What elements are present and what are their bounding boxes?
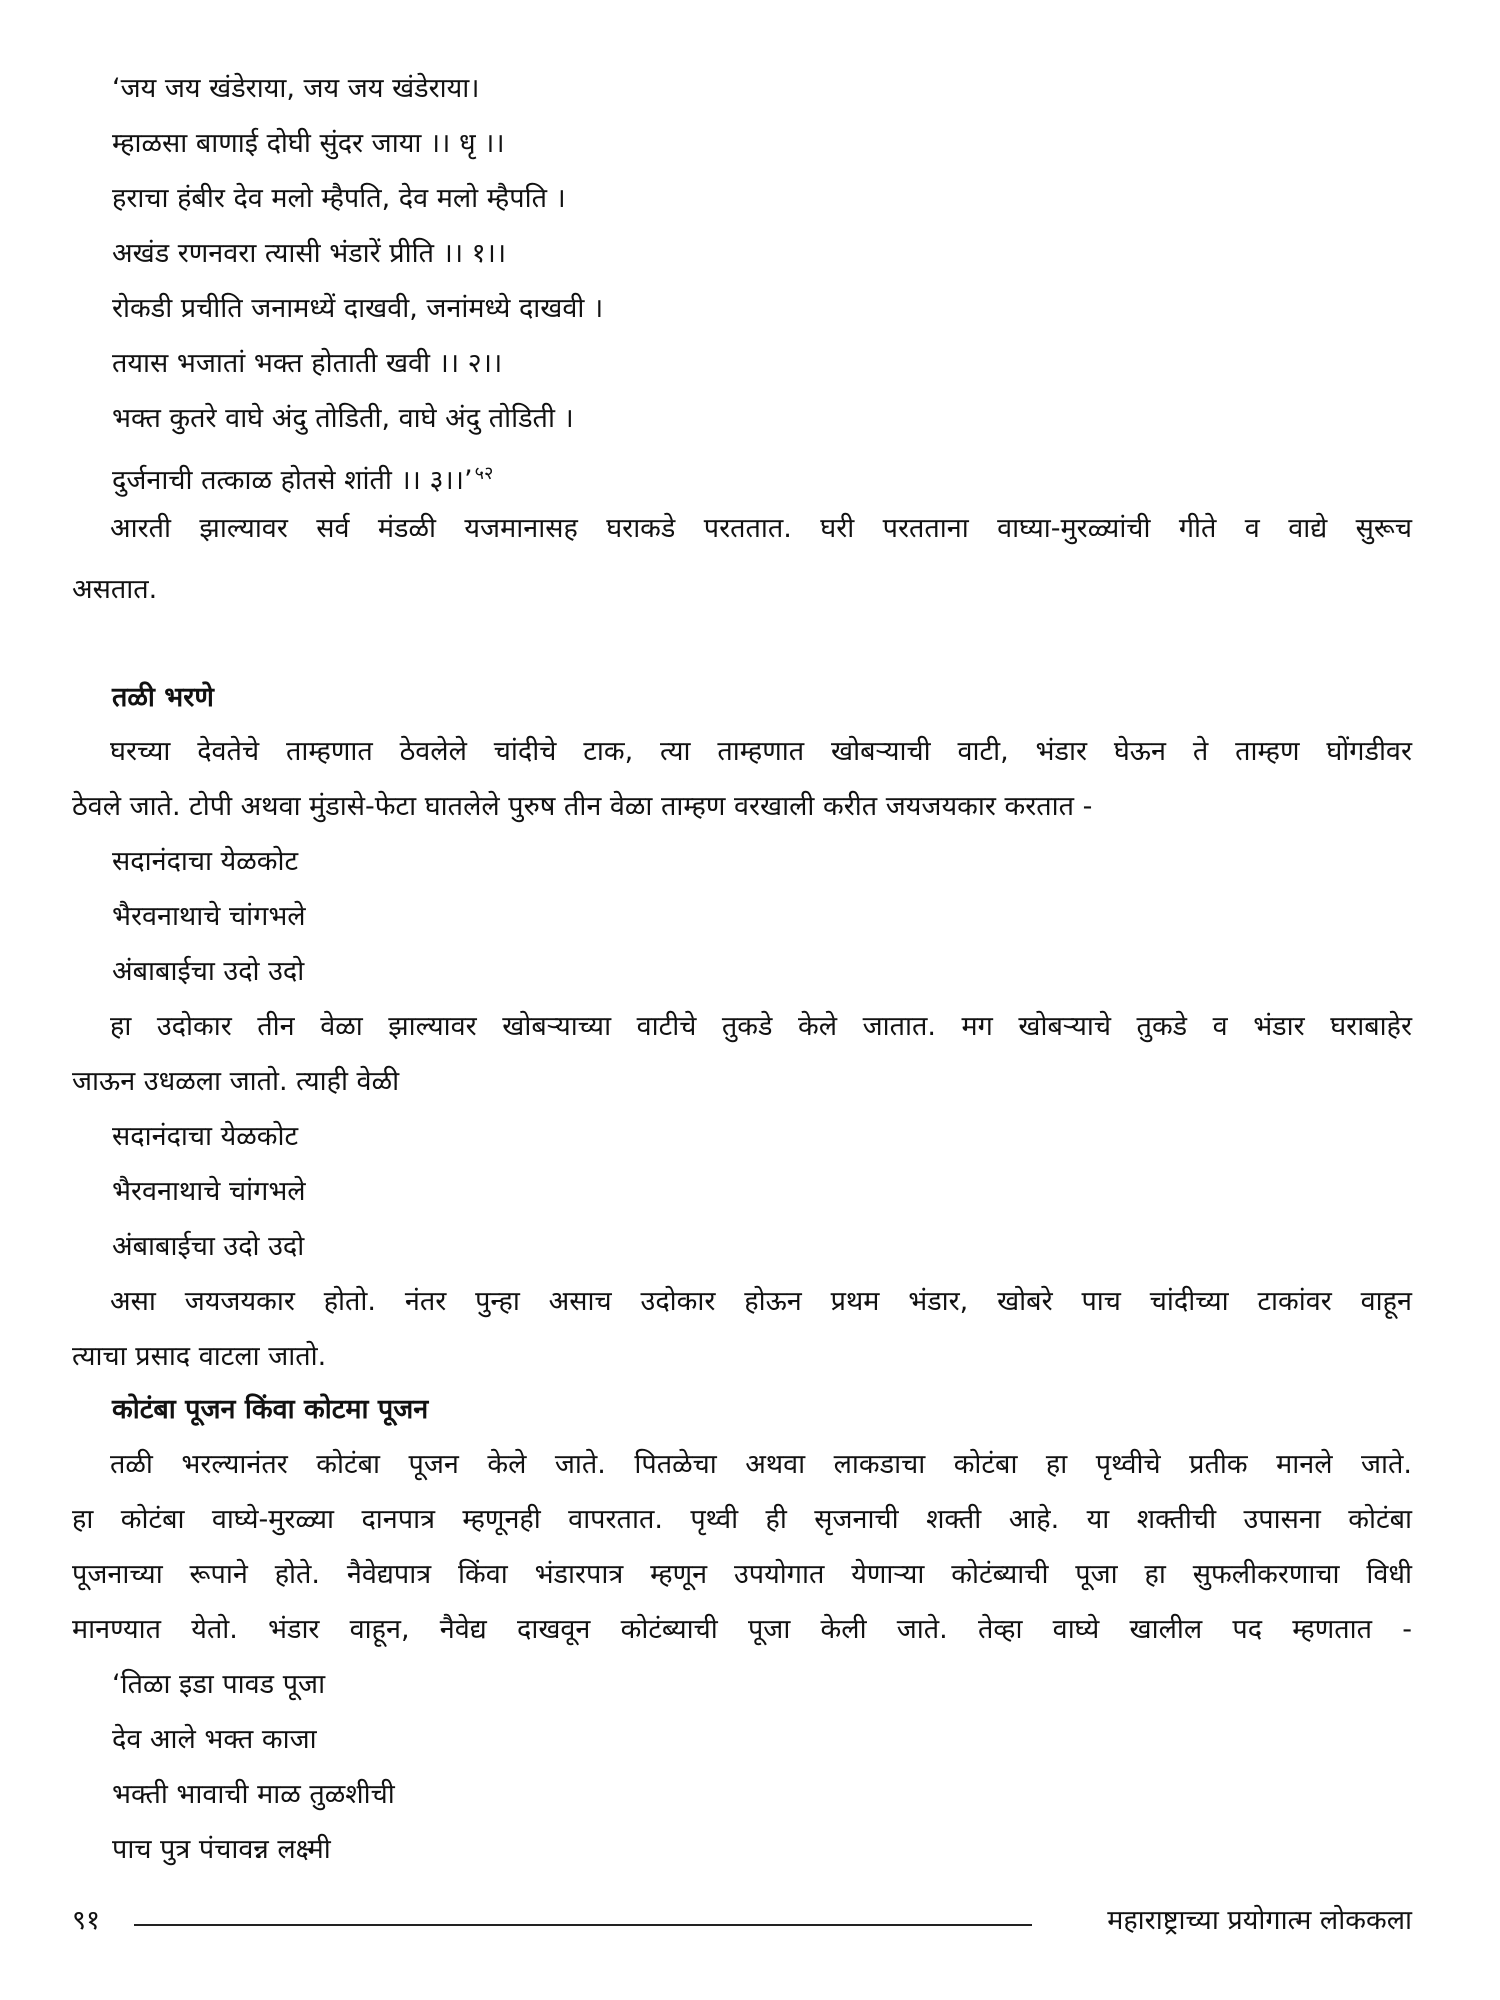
paragraph-line: असतात. bbox=[72, 574, 158, 605]
paragraph-line: तळी भरल्यानंतर कोटंबा पूजन केले जाते. पितळेचा अथवा लाकडाचा कोटंबा हा पृथ्वीचे प्रतीक मानले जाते. bbox=[110, 1449, 1412, 1480]
verse-line: भक्ती भावाची माळ तुळशीची bbox=[112, 1779, 395, 1810]
page-footer bbox=[72, 1904, 1412, 1944]
chant-line: अंबाबाईचा उदो उदो bbox=[112, 956, 305, 987]
chant-line: भैरवनाथाचे चांगभले bbox=[112, 1176, 306, 1207]
paragraph-line: त्याचा प्रसाद वाटला जातो. bbox=[72, 1341, 327, 1372]
paragraph-line: हा उदोकार तीन वेळा झाल्यावर खोबऱ्याच्या वाटीचे तुकडे केले जातात. मग खोबऱ्याचे तुकडे व भंडार घराबाहेर bbox=[110, 1011, 1412, 1042]
paragraph-line: असा जयजयकार होतो. नंतर पुन्हा असाच उदोकार होऊन प्रथम भंडार, खोबरे पाच चांदीच्या टाकांवर वाहून bbox=[110, 1286, 1412, 1317]
verse-line: रोकडी प्रचीति जनामध्यें दाखवी, जनांमध्ये दाखवी । bbox=[112, 293, 604, 324]
section-heading: कोटंबा पूजन किंवा कोटमा पूजन bbox=[112, 1394, 429, 1425]
verse-line: हराचा हंबीर देव मलो म्हैपति, देव मलो म्हैपति । bbox=[112, 183, 566, 214]
verse-line: तयास भजातां भक्त होताती खवी ।। २।। bbox=[112, 348, 503, 379]
chant-line: भैरवनाथाचे चांगभले bbox=[112, 901, 306, 932]
paragraph-line: हा कोटंबा वाघ्ये-मुरळ्या दानपात्र म्हणूनही वापरतात. पृथ्वी ही सृजनाची शक्ती आहे. या शक्तीची उपासना कोटंबा bbox=[72, 1504, 1412, 1535]
chant-line: सदानंदाचा येळकोट bbox=[112, 1121, 299, 1152]
chant-line: अंबाबाईचा उदो उदो bbox=[112, 1231, 305, 1262]
verse-line: म्हाळसा बाणाई दोघी सुंदर जाया ।। धृ ।। bbox=[112, 128, 505, 159]
verse-line: भक्त कुतरे वाघे अंदु तोडिती, वाघे अंदु तोडिती । bbox=[112, 403, 574, 434]
paragraph-line: जाऊन उधळला जातो. त्याही वेळी bbox=[72, 1066, 400, 1097]
paragraph-line: आरती झाल्यावर सर्व मंडळी यजमानासह घराकडे परततात. घरी परतताना वाघ्या-मुरळ्यांची गीते व वाद्ये सुरूच bbox=[110, 513, 1412, 544]
paragraph-line: घरच्या देवतेचे ताम्हणात ठेवलेले चांदीचे टाक, त्या ताम्हणात खोबऱ्याची वाटी, भंडार घेऊन ते ताम्हण घोंगडीवर bbox=[110, 736, 1412, 767]
section-heading: तळी भरणे bbox=[112, 682, 214, 713]
verse-line: ‘तिळा इडा पावड पूजा bbox=[112, 1669, 326, 1700]
verse-line: देव आले भक्त काजा bbox=[112, 1724, 317, 1755]
verse-line-text: दुर्जनाची तत्काळ होतसे शांती ।। ३।।’ bbox=[112, 465, 473, 496]
page-number: ९१ bbox=[72, 1905, 101, 1936]
verse-line-with-footnote bbox=[112, 457, 493, 498]
footer-rule bbox=[134, 1924, 1032, 1926]
footnote-marker: ५२ bbox=[474, 463, 494, 484]
book-title: महाराष्ट्राच्या प्रयोगात्म लोककला bbox=[1107, 1905, 1412, 1936]
chant-line: सदानंदाचा येळकोट bbox=[112, 846, 299, 877]
verse-line: ‘जय जय खंडेराया, जय जय खंडेराया। bbox=[112, 73, 480, 104]
paragraph-line: मानण्यात येतो. भंडार वाहून, नैवेद्य दाखवून कोटंब्याची पूजा केली जाते. तेव्हा वाघ्ये खालील पद म्हणतात - bbox=[72, 1614, 1412, 1645]
paragraph-line: पूजनाच्या रूपाने होते. नैवेद्यपात्र किंवा भंडारपात्र म्हणून उपयोगात येणाऱ्या कोटंब्याची पूजा हा सुफलीकरणाचा विधी bbox=[72, 1559, 1412, 1590]
paragraph-line: ठेवले जाते. टोपी अथवा मुंडासे-फेटा घातलेले पुरुष तीन वेळा ताम्हण वरखाली करीत जयजयकार करतात - bbox=[72, 791, 1093, 822]
verse-line: अखंड रणनवरा त्यासी भंडारें प्रीति ।। १।। bbox=[112, 238, 507, 269]
verse-line: पाच पुत्र पंचावन्न लक्ष्मी bbox=[112, 1834, 331, 1865]
